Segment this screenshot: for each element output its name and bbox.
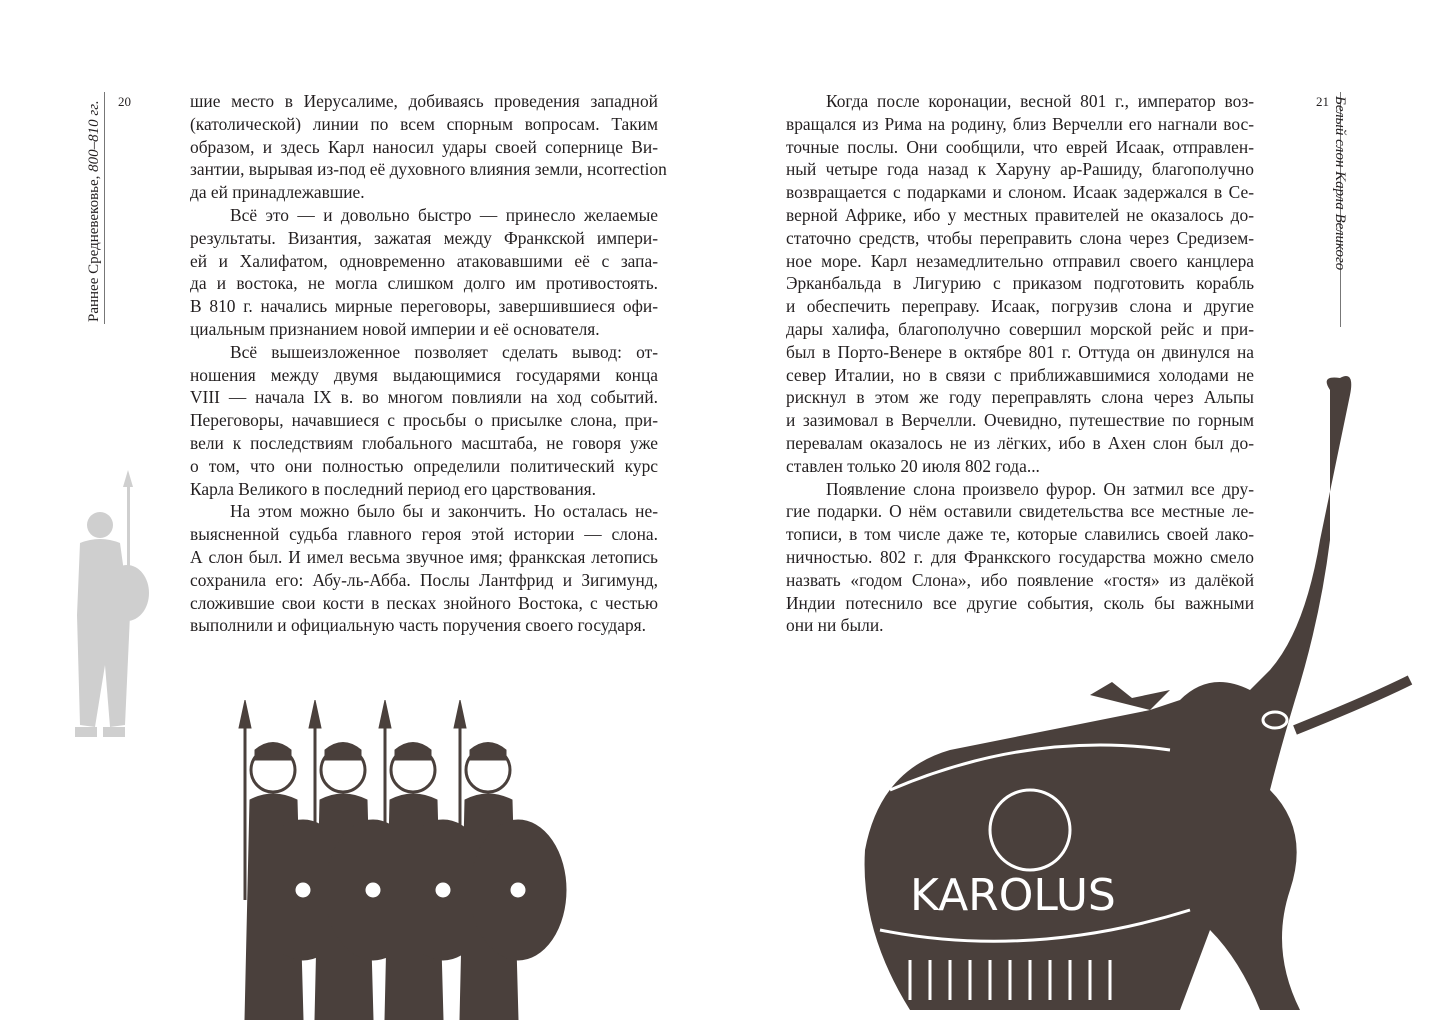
left-text-column <box>190 90 667 637</box>
running-head-text: Белый слон Карла Великого <box>1332 96 1348 271</box>
page-number-right: 21 <box>1316 94 1329 109</box>
text-line: Когда после коронации, весной 801 г., император воз- <box>826 91 1254 111</box>
text-line: (католической) линии по всем спорным вопросам. Таким <box>190 113 658 134</box>
text-line: А слон был. И имел весьма звучное имя; франкская летопись <box>190 546 658 567</box>
text-line: В 810 г. начались мирные переговоры, завершившиеся офи- <box>190 296 658 317</box>
text-line: тописи, в том числе даже те, которые славились своей лако- <box>786 524 1254 545</box>
text-line: VIII — начала IX в. во многом повлияли на ход событий. <box>190 387 658 408</box>
text-line: гие подарки. О нём оставили свидетельства все местные ле- <box>786 501 1254 522</box>
text-line: Всё это — и довольно быстро — принесло желаемые <box>230 204 658 225</box>
page-number-left: 20 <box>118 94 131 109</box>
text-line: Появление слона произвело фурор. Он затмил все дру- <box>826 478 1254 499</box>
text-line: ный четыре года назад к Харуну ар-Рашиду, благополучно <box>786 159 1254 180</box>
soldiers-with-shields-illustration <box>225 700 645 1020</box>
soldier-figure <box>454 700 566 1020</box>
text-line: перевалам оказалось не из лёгких, ибо в Ахен слон был до- <box>786 432 1254 453</box>
right-running-head <box>1331 96 1348 270</box>
running-head-rule <box>104 92 105 324</box>
text-line: рискнул в этом же году переправлять слона через Альпы <box>786 387 1254 408</box>
text-line: Переговоры, начавшиеся с просьбы о присылке слона, при- <box>190 410 658 431</box>
text-line: север Италии, но в связи с приближавшимися холодами не <box>786 364 1254 385</box>
text-line: ное море. Карл незамедлительно отправил своего канцлера <box>786 250 1254 271</box>
text-line: и обеспечить переправу. Исаак, погрузив слона и другие <box>786 296 1254 317</box>
text-line: был в Порто-Венере в октябре 801 г. Оттуда он двинулся на <box>786 341 1254 362</box>
text-line: статочно средств, чтобы переправить слона через Средизем- <box>786 227 1254 248</box>
text-line: вели к последствиям глобального масштаба, не говоря уже <box>190 432 658 453</box>
text-line: ей и Халифатом, одновременно атаковавшими её с запа- <box>190 250 658 271</box>
running-head-dates: 800–810 гг. <box>86 100 102 172</box>
text-line: вращался из Рима на родину, близ Верчелли его нагнали вос- <box>786 113 1254 134</box>
text-line: и зазимовал в Верчелли. Очевидно, путешествие по горным <box>786 410 1254 431</box>
text-line: ничностью. 802 г. для Франкского государства можно смело <box>786 546 1254 567</box>
text-line: шие место в Иерусалиме, добиваясь проведения западной <box>190 91 658 111</box>
text-line: верной Африке, ибо у местных правителей не оказалось до- <box>786 204 1254 225</box>
text-line: циальным признанием новой империи и её основателя. <box>190 318 600 339</box>
text-line: точные послы. Они сообщили, что еврей Исаак, отправлен- <box>786 136 1254 157</box>
text-line: да ей принадлежавшие. <box>190 182 365 203</box>
gray-warrior-illustration <box>55 465 165 755</box>
text-line: выясненной судьба главного героя этой истории — слона. <box>190 524 658 545</box>
text-line: да и востока, не могла слишком долго им противостоять. <box>190 273 658 294</box>
text-line: ставлен только 20 июля 802 года... <box>786 455 1040 476</box>
text-line: Эрканбальда в Лигурию с приказом подготовить корабль <box>786 273 1254 294</box>
text-line: возвращается с подарками и слоном. Исаак задержался в Се- <box>786 182 1254 203</box>
text-line: сохранила его: Абу-ль-Абба. Послы Лантфрид и Зигимунд, <box>190 569 658 590</box>
left-running-head <box>86 100 103 322</box>
text-line: сложившие свои кости в песках знойного Востока, с честью <box>190 592 658 613</box>
text-line: о том, что они полностью определили политический курс <box>190 455 658 476</box>
text-line: ношения между двумя выдающимися государями конца <box>190 364 658 385</box>
text-line: Карла Великого в последний период его царствования. <box>190 478 596 499</box>
text-line: На этом можно было бы и закончить. Но осталась не- <box>230 501 658 522</box>
text-line: результаты. Византия, зажатая между Франкской импери- <box>190 227 658 248</box>
text-line: дары халифа, благополучно совершил морской рейс и при- <box>786 318 1254 339</box>
text-line: образом, и здесь Карл наносил удары своей сопернице Ви- <box>190 136 658 157</box>
text-line: Всё вышеизложенное позволяет сделать вывод: от- <box>230 341 658 362</box>
running-head-text: Раннее Средневековье, <box>86 171 102 322</box>
text-line: зантии, вырывая из-под её духовного влияния земли, нcorrection <box>190 159 667 180</box>
text-line: Индии потеснило все другие события, сколь бы важными <box>786 592 1254 613</box>
text-line: назвать «годом Слона», ибо появление «гостя» из далёкой <box>786 569 1254 590</box>
elephant-illustration <box>850 370 1445 1021</box>
text-line: они ни были. <box>786 615 884 636</box>
text-line: выполнили и официальную часть поручения своего государя. <box>190 615 647 636</box>
elephant-inscription: KAROLUS <box>910 870 1116 921</box>
